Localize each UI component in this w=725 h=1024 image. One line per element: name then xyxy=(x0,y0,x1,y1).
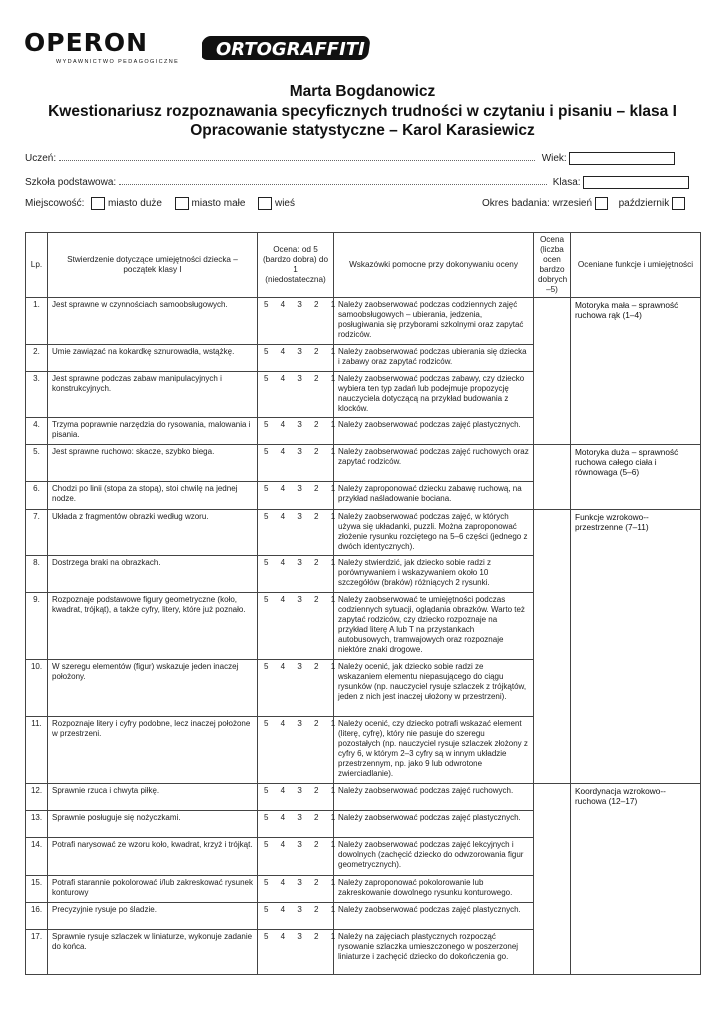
group-score-cell[interactable] xyxy=(534,298,571,445)
ortograffiti-wordmark: ORTOGRAFFITI xyxy=(216,39,365,60)
row-statement: Potrafi starannie pokolorować i/lub zakreskować rysunek konturowy xyxy=(48,876,258,903)
row-scale[interactable]: 5 4 3 2 1 xyxy=(258,510,334,556)
checkbox-wies[interactable] xyxy=(258,197,272,210)
row-hint: Należy zaobserwować podczas codziennych zajęć samoobsługowych – ubierania, jedzenia, posługiwania się przyborami szkolnymi oraz zapytać rodziców. xyxy=(334,298,534,345)
row-hint: Należy zaobserwować podczas zajęć ruchowych. xyxy=(334,784,534,811)
okres-label: Okres badania: wrzesień xyxy=(482,198,593,210)
group-function-label: Koordynacja wzrokowo--ruchowa (12–17) xyxy=(575,786,666,806)
row-statement: Trzyma poprawnie narzędzia do rysowania, malowania i pisania. xyxy=(48,418,258,445)
row-lp: 12. xyxy=(26,784,48,811)
szkola-field[interactable] xyxy=(119,175,547,185)
row-statement: W szeregu elementów (figur) wskazuje jeden inaczej położony. xyxy=(48,660,258,717)
wiek-box[interactable] xyxy=(569,152,675,165)
row-scale[interactable]: 5 4 3 2 1 xyxy=(258,717,334,784)
row-hint: Należy zaproponować dziecku zabawę ruchową, na przykład naśladowanie bociana. xyxy=(334,482,534,510)
row-scale[interactable]: 5 4 3 2 1 xyxy=(258,838,334,876)
header-stwierdzenie: Stwierdzenie dotyczące umiejętności dziecka – początek klasy I xyxy=(48,233,258,298)
title-author: Marta Bogdanowicz xyxy=(289,83,436,100)
row-lp: 7. xyxy=(26,510,48,556)
row-hint: Należy zaobserwować podczas ubierania się dziecka i zabawy oraz zapytać rodziców. xyxy=(334,345,534,372)
uczen-field[interactable] xyxy=(59,151,535,161)
group-score-cell[interactable] xyxy=(534,445,571,510)
row-hint: Należy na zajęciach plastycznych rozpocząć rysowanie szlaczka umieszczonego w poszerzonej liniaturze i zachęcić dziecko do dokończenia go. xyxy=(334,930,534,975)
title-stats: Opracowanie statystyczne – Karol Karasiewicz xyxy=(190,122,535,139)
group-function-cell xyxy=(571,510,701,784)
klasa-label: Klasa: xyxy=(552,177,581,188)
header-funkcje: Oceniane funkcje i umiejętności xyxy=(571,233,701,298)
opt-duze-label: miasto duże xyxy=(108,198,162,210)
row-statement: Sprawnie rysuje szlaczek w liniaturze, wykonuje zadanie do końca. xyxy=(48,930,258,975)
checkbox-duze[interactable] xyxy=(91,197,105,210)
row-statement: Jest sprawne ruchowo: skacze, szybko biega. xyxy=(48,445,258,482)
row-scale[interactable]: 5 4 3 2 1 xyxy=(258,372,334,418)
row-scale[interactable]: 5 4 3 2 1 xyxy=(258,660,334,717)
row-statement: Umie zawiązać na kokardkę sznurowadła, wstążkę. xyxy=(48,345,258,372)
title-main: Kwestionariusz rozpoznawania specyficznych trudności w czytaniu i pisaniu – klasa I xyxy=(48,102,677,120)
group-function-cell xyxy=(571,298,701,445)
row-lp: 8. xyxy=(26,556,48,593)
group-function-label: Motoryka mała – sprawność ruchowa rąk (1–4) xyxy=(575,300,679,320)
opt-male-label: miasto małe xyxy=(191,198,246,210)
group-function-label: Funkcje wzrokowo--przestrzenne (7–11) xyxy=(575,512,649,532)
operon-logo xyxy=(24,30,179,65)
row-scale[interactable]: 5 4 3 2 1 xyxy=(258,482,334,510)
row-hint: Należy zaproponować pokolorowanie lub zakreskowanie dowolnego rysunku konturowego. xyxy=(334,876,534,903)
checkbox-male[interactable] xyxy=(175,197,189,210)
row-scale[interactable]: 5 4 3 2 1 xyxy=(258,903,334,930)
row-hint: Należy zaobserwować podczas zajęć ruchowych oraz zapytać rodziców. xyxy=(334,445,534,482)
row-hint: Należy stwierdzić, jak dziecko sobie radzi z porównywaniem i wskazywaniem około 10 szczegółów (braków) różniących 2 rysunki. xyxy=(334,556,534,593)
row-scale[interactable]: 5 4 3 2 1 xyxy=(258,593,334,660)
row-lp: 10. xyxy=(26,660,48,717)
uczen-label: Uczeń: xyxy=(25,153,57,164)
row-lp: 5. xyxy=(26,445,48,482)
miejscowosc-row xyxy=(25,197,325,211)
row-lp: 4. xyxy=(26,418,48,445)
row-lp: 2. xyxy=(26,345,48,372)
table-header-row xyxy=(26,233,701,298)
questionnaire-table xyxy=(25,232,701,975)
row-statement: Sprawnie posługuje się nożyczkami. xyxy=(48,811,258,838)
row-hint: Należy zaobserwować podczas zajęć plastycznych. xyxy=(334,811,534,838)
row-hint: Należy zaobserwować podczas zajęć plastycznych. xyxy=(334,418,534,445)
row-hint: Należy ocenić, czy dziecko potrafi wskazać element (literę, cyfrę), który nie pasuje do szeregu pozostałych (np. nauczyciel rysuje szlaczek złożony z cyfry 6, w którym 2–3 cyfry są w innym układzie przestrzennym, np. jako 9 lub odwrotone zwierciadlanie). xyxy=(334,717,534,784)
group-score-cell[interactable] xyxy=(534,784,571,975)
szkola-label: Szkoła podstawowa: xyxy=(25,177,117,188)
row-hint: Należy ocenić, jak dziecko sobie radzi ze wskazaniem elementu niepasującego do ciągu rysunków (np. nauczyciel rysuje szlaczek z trójkątów, jeden z nich jest inaczej ułożony w przestrzeni). xyxy=(334,660,534,717)
table-row xyxy=(26,784,701,811)
row-lp: 15. xyxy=(26,876,48,903)
row-scale[interactable]: 5 4 3 2 1 xyxy=(258,298,334,345)
uczen-row xyxy=(25,151,705,165)
row-lp: 9. xyxy=(26,593,48,660)
row-statement: Rozpoznaje podstawowe figury geometryczne (koło, kwadrat, trójkąt), a także cyfry, litery, które już poznało. xyxy=(48,593,258,660)
row-statement: Jest sprawne w czynnościach samoobsługowych. xyxy=(48,298,258,345)
pazdziernik-label: październik xyxy=(618,198,670,210)
header-wskazowki: Wskazówki pomocne przy dokonywaniu oceny xyxy=(334,233,534,298)
row-scale[interactable]: 5 4 3 2 1 xyxy=(258,418,334,445)
row-lp: 11. xyxy=(26,717,48,784)
group-function-cell xyxy=(571,445,701,510)
header-lp: Lp. xyxy=(26,233,48,298)
header-logos xyxy=(24,28,364,70)
row-lp: 14. xyxy=(26,838,48,876)
row-scale[interactable]: 5 4 3 2 1 xyxy=(258,876,334,903)
row-lp: 13. xyxy=(26,811,48,838)
operon-wordmark: OPERON xyxy=(24,28,149,57)
opt-wies-label: wieś xyxy=(274,198,295,210)
row-scale[interactable]: 5 4 3 2 1 xyxy=(258,811,334,838)
checkbox-pazdziernik[interactable] xyxy=(672,197,685,210)
row-hint: Należy zaobserwować podczas zajęć lekcyjnych i dowolnych (zachęcić dziecko do odwzorowania figur geometrycznych). xyxy=(334,838,534,876)
wiek-label: Wiek: xyxy=(541,153,567,164)
header-ocena: Ocena: od 5 (bardzo dobra) do 1 (niedostateczna) xyxy=(258,233,334,298)
row-statement: Jest sprawne podczas zabaw manipulacyjnych i konstrukcyjnych. xyxy=(48,372,258,418)
klasa-box[interactable] xyxy=(583,176,689,189)
szkola-row xyxy=(25,175,705,189)
row-scale[interactable]: 5 4 3 2 1 xyxy=(258,345,334,372)
row-statement: Układa z fragmentów obrazki według wzoru. xyxy=(48,510,258,556)
group-function-label: Motoryka duża – sprawność ruchowa całego ciała i równowaga (5–6) xyxy=(575,447,679,477)
row-hint: Należy zaobserwować podczas zabawy, czy dziecko wybiera ten typ zadań lub podejmuje propozycję nauczyciela dotyczącą na przykład budowania z klocków. xyxy=(334,372,534,418)
row-lp: 1. xyxy=(26,298,48,345)
group-score-cell[interactable] xyxy=(534,510,571,784)
row-scale[interactable]: 5 4 3 2 1 xyxy=(258,556,334,593)
table-row xyxy=(26,298,701,345)
ortograffiti-logo xyxy=(202,28,377,68)
row-statement: Rozpoznaje litery i cyfry podobne, lecz inaczej położone w przestrzeni. xyxy=(48,717,258,784)
row-statement: Precyzyjnie rysuje po śladzie. xyxy=(48,903,258,930)
group-function-cell xyxy=(571,784,701,975)
row-scale[interactable]: 5 4 3 2 1 xyxy=(258,445,334,482)
row-hint: Należy zaobserwować te umiejętności podczas codziennych sytuacji, oglądania obrazków. Warto też zapytać rodziców, czy dziecko rozpoznaje na przykład literę A lub T na przystankach autobusowych, tramwajowych oraz rozpoznaje niektóre znaki drogowe. xyxy=(334,593,534,660)
miejscowosc-label: Miejscowość: xyxy=(25,198,85,210)
row-statement: Chodzi po linii (stopa za stopą), stoi chwilę na jednej nodze. xyxy=(48,482,258,510)
row-statement: Dostrzega braki na obrazkach. xyxy=(48,556,258,593)
row-lp: 3. xyxy=(26,372,48,418)
row-lp: 16. xyxy=(26,903,48,930)
row-hint: Należy zaobserwować podczas zajęć plastycznych. xyxy=(334,903,534,930)
row-scale[interactable]: 5 4 3 2 1 xyxy=(258,784,334,811)
row-hint: Należy zaobserwować podczas zajęć, w których używa się układanki, puzzli. Można zaproponować złożenie rysunku rozciętego na 5–6 części (jednego z dwóch identycznych). xyxy=(334,510,534,556)
table-row xyxy=(26,510,701,556)
header-ocena-liczba: Ocena (liczba ocen bardzo dobrych –5) xyxy=(534,233,571,298)
row-statement: Sprawnie rzuca i chwyta piłkę. xyxy=(48,784,258,811)
row-scale[interactable]: 5 4 3 2 1 xyxy=(258,930,334,975)
checkbox-wrzesien[interactable] xyxy=(595,197,608,210)
okres-row xyxy=(482,197,707,211)
table-row xyxy=(26,445,701,482)
document-titles xyxy=(0,82,725,141)
row-lp: 17. xyxy=(26,930,48,975)
row-statement: Potrafi narysować ze wzoru koło, kwadrat, krzyż i trójkąt. xyxy=(48,838,258,876)
row-lp: 6. xyxy=(26,482,48,510)
operon-subtitle: WYDAWNICTWO PEDAGOGICZNE xyxy=(56,59,180,65)
